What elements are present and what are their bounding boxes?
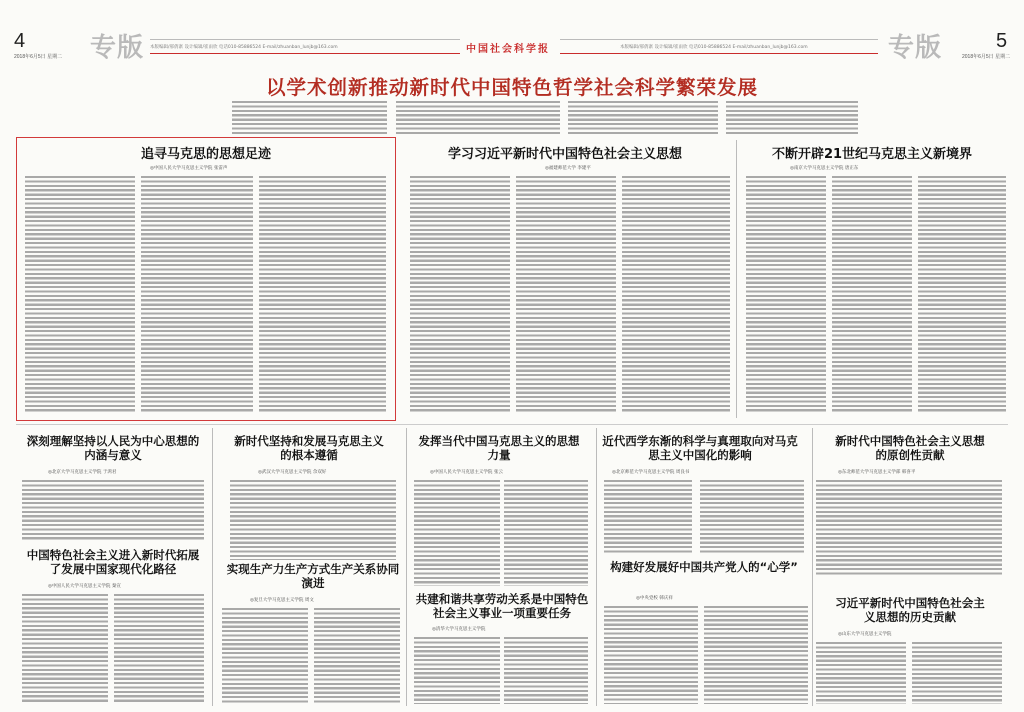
article-headline: 构建好发展好中国共产党人的“心学”	[610, 560, 798, 574]
intro-text-center	[568, 101, 718, 136]
row-divider	[16, 424, 1008, 425]
article-byline: ◎北京大学马克思主义学院 于鸿君	[48, 470, 117, 475]
article-body-col	[141, 176, 253, 412]
article-body-col	[114, 594, 204, 704]
right-section-label: 专版	[888, 33, 943, 63]
article-byline: ◎武汉大学马克思主义学院 佘双好	[258, 470, 327, 475]
left-section-label: 专版	[90, 33, 145, 63]
article-body-col	[604, 480, 692, 554]
column-divider	[812, 428, 813, 706]
article-body-col	[516, 176, 616, 412]
header-rule-top-left	[150, 39, 460, 40]
article-headline: 发挥当代中国马克思主义的思想力量	[418, 434, 580, 463]
column-divider	[212, 428, 213, 706]
article-byline: ◎福建师范大学 李建平	[545, 166, 591, 171]
right-page-date: 2018年6月5日 星期二	[962, 54, 1011, 60]
article-body-col	[22, 480, 204, 540]
article-body-col	[414, 480, 500, 586]
left-page-number: 4	[14, 30, 26, 52]
article-body-col	[746, 176, 826, 412]
article-headline: 深刻理解坚持以人民为中心思想的内涵与意义	[26, 434, 200, 463]
header-rule-right	[560, 53, 878, 54]
intro-text-left	[232, 101, 387, 136]
article-body-col	[25, 176, 135, 412]
article-headline: 实现生产力生产方式生产关系协同演进	[226, 562, 400, 591]
right-editor-info: 本版编辑/郝倩寨 设计编辑/崔雨欣 电话010-85886524 E-mail/zhuanban_lunjb@163.com	[620, 45, 808, 50]
article-byline: ◎东北师范大学马克思主义学部 韩喜平	[838, 470, 916, 475]
article-body-col	[259, 176, 386, 412]
article-body-col	[230, 480, 396, 560]
article-body-col	[622, 176, 730, 412]
article-body-col	[22, 594, 108, 704]
right-page-number: 5	[996, 30, 1008, 52]
article-headline: 新时代中国特色社会主义思想的原创性贡献	[835, 434, 985, 463]
article-body-col	[314, 608, 400, 704]
article-headline: 学习习近平新时代中国特色社会主义思想	[447, 147, 682, 162]
article-body-col	[816, 642, 906, 704]
article-byline: ◎中国人民大学马克思主义学院 张雷声	[150, 166, 228, 171]
masthead: 中国社会科学报	[466, 44, 550, 55]
article-body-col	[414, 637, 500, 704]
left-editor-info: 本版编辑/郝倩寨 设计编辑/崔雨欣 电话010-85886524 E-mail/zhuanban_lunjb@163.com	[150, 45, 338, 50]
page-banner-title: 以学术创新推动新时代中国特色哲学社会科学繁荣发展	[265, 76, 758, 99]
article-byline: ◎清华大学马克思主义学院	[432, 627, 486, 632]
intro-text-mid	[396, 101, 560, 136]
article-byline: ◎南京大学马克思主义学院 唐正东	[790, 166, 859, 171]
article-headline: 不断开辟21世纪马克思主义新境界	[771, 147, 973, 162]
article-byline: ◎山东大学马克思主义学院	[838, 632, 892, 637]
article-body-col	[410, 176, 510, 412]
article-byline: ◎中国人民大学马克思主义学院 秦宣	[48, 584, 121, 589]
article-headline: 近代西学东渐的科学与真理取向对马克思主义中国化的影响	[602, 434, 798, 463]
article-headline: 共建和谐共享劳动关系是中国特色社会主义事业一项重要任务	[415, 592, 589, 621]
article-body-col	[816, 480, 1002, 576]
article-byline: ◎北京师范大学马克思主义学院 周良书	[612, 470, 690, 475]
article-byline: ◎中央党校 韩庆祥	[636, 596, 673, 601]
article-body-col	[604, 606, 698, 704]
article-body-col	[918, 176, 1006, 412]
article-headline: 习近平新时代中国特色社会主义思想的历史贡献	[835, 596, 985, 625]
column-divider	[596, 428, 597, 706]
article-body-col	[912, 642, 1002, 704]
article-headline: 新时代坚持和发展马克思主义的根本遵循	[234, 434, 384, 463]
left-page-date: 2018年6月5日 星期二	[14, 54, 63, 60]
article-body-col	[504, 637, 588, 704]
header-rule-left	[150, 53, 460, 54]
article-byline: ◎中国人民大学马克思主义学院 张云	[430, 470, 503, 475]
article-body-col	[700, 480, 804, 554]
article-body-col	[832, 176, 912, 412]
article-headline: 中国特色社会主义进入新时代拓展了发展中国家现代化路径	[26, 548, 200, 577]
article-body-col	[704, 606, 808, 704]
article-byline: ◎复旦大学马克思主义学院 周文	[250, 598, 314, 603]
article-body-col	[504, 480, 588, 586]
intro-text-right	[726, 101, 858, 136]
header-rule-top-right	[560, 39, 878, 40]
article-headline: 追寻马克思的思想足迹	[140, 147, 271, 162]
column-divider	[736, 140, 737, 418]
column-divider	[406, 428, 407, 706]
article-body-col	[222, 608, 308, 704]
